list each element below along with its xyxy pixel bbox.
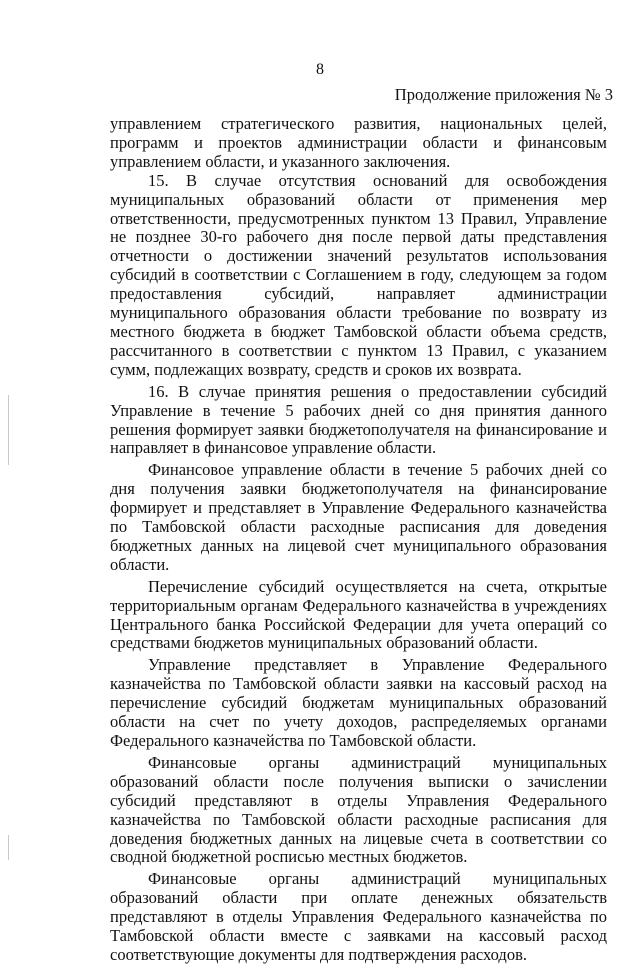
paragraph-item-15: 15. В случае отсутствия оснований для освобождения муниципальных образований области от применения мер ответственности, предусмотренных пунктом 13 Правил, Управление не позднее 30-го рабочего дня после первой даты представления отчетности о достижении значений результатов использования субсидий в соответствии с Соглашением в году, следующем за годом предоставления субсидий, направляет администрации муниципального образования области требование по возврату из местного бюджета в бюджет Тамбовской области объема средств, рассчитанного в соответствии с пунктом 13 Правил, с указанием сумм, подлежащих возврату, средств и сроков их возврата. (110, 170, 607, 379)
paragraph: Финансовые органы администраций муниципальных образований области после получения выписки о зачислении субсидий представляют в отделы Управления Федерального казначейства по Тамбовской области расходные расписания для доведения бюджетных данных на лицевые счета в соответствии со сводной бюджетной росписью местных бюджетов. (110, 752, 607, 867)
paragraph: Финансовые органы администраций муниципальных образований области при оплате денежных обязательств представляют в отделы Управления Федерального казначейства по Тамбовской области вместе с заявками на кассовый расход соответствующие документы для подтверждения расходов. (110, 869, 607, 964)
paragraph: Финансовое управление области в течение 5 рабочих дней со дня получения заявки бюджетополучателя на финансирование формирует и представляет в Управление Федерального казначейства по Тамбовской области расходные расписания для доведения бюджетных данных на лицевой счет муниципального образования области. (110, 460, 607, 574)
paragraph: Управление представляет в Управление Федерального казначейства по Тамбовской области заявки на кассовый расход на перечисление субсидий бюджетам муниципальных образований области на счет по учету доходов, распределяемых органами Федерального казначейства по Тамбовской области. (110, 655, 607, 750)
scan-margin-mark (8, 835, 9, 860)
paragraph-item-16: 16. В случае принятия решения о предоставлении субсидий Управление в течение 5 рабочих дней со дня принятия данного решения формирует заявки бюджетополучателя на финансирование и направляет в финансовое управление области. (110, 381, 607, 458)
appendix-note: Продолжение приложения № 3 (394, 85, 613, 104)
scan-margin-mark (8, 395, 9, 465)
paragraph: Перечисление субсидий осуществляется на счета, открытые территориальным органам Федерального казначейства в учреждениях Центрального банка Российской Федерации для учета операций со средствами бюджетов муниципальных образований области. (110, 576, 607, 653)
document-body (110, 115, 607, 965)
paragraph: управлением стратегического развития, национальных целей, программ и проектов администрации области и финансовым управлением области, и указанного заключения. (110, 114, 607, 171)
page-number: 8 (316, 61, 324, 78)
